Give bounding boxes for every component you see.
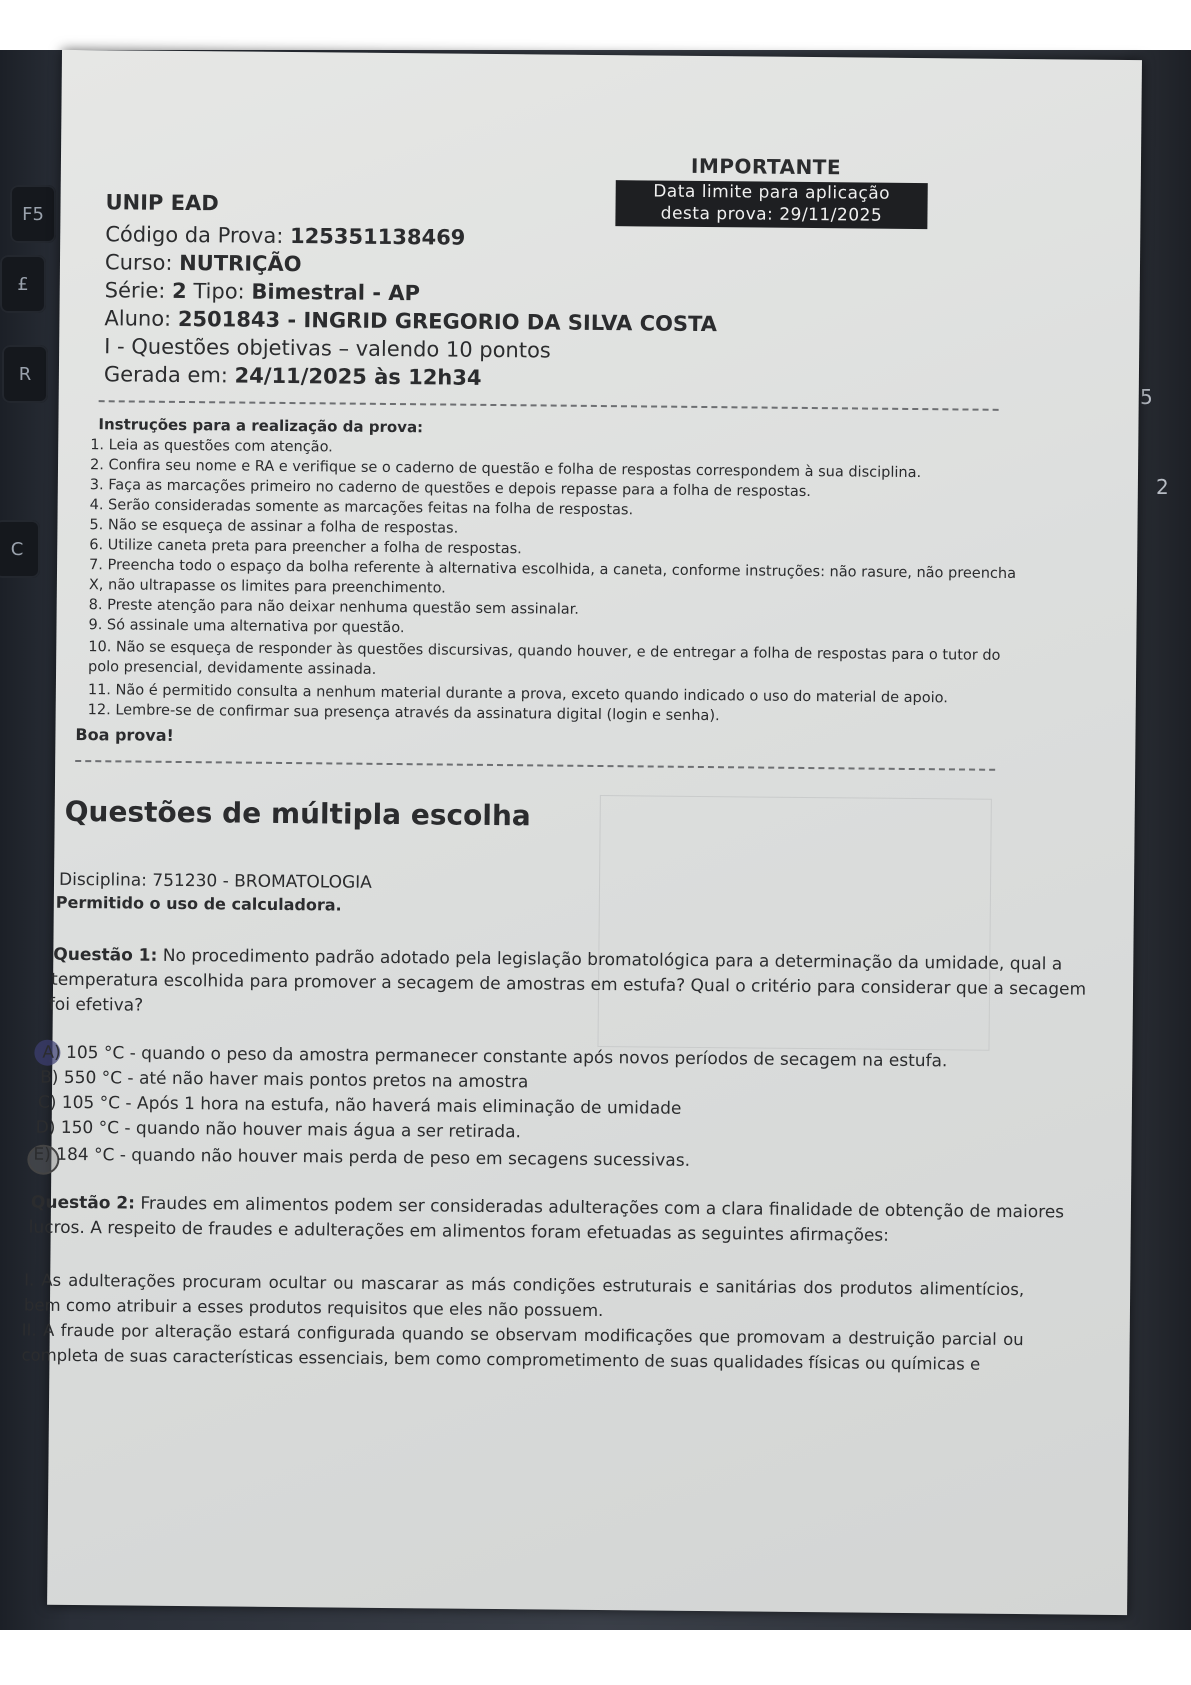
institution-name: UNIP EAD [105,190,219,216]
deadline-box [615,180,927,229]
key-f5 [10,185,56,243]
instruction-item: 8. Preste atenção para não deixar nenhuma questão sem assinalar. [88,597,580,618]
course-value: NUTRIÇÃO [179,250,302,277]
course-label: Curso: [104,250,173,275]
key-r-label: R [18,363,32,385]
series-label: Série: [104,278,166,303]
key-c-label: C [10,538,24,560]
section-title: Questões de múltipla escolha [64,794,531,833]
course [105,250,302,276]
type-label: Tipo: [193,279,245,304]
divider-bottom [75,760,995,771]
instruction-item: 10. Não se esqueça de responder às questões discursivas, quando houver, e de entregar a folha de respostas para o tutor do [88,639,1001,664]
generated-at [104,362,482,390]
question-1-option-e[interactable]: E) 184 °C - quando não houver mais perda de peso em secagens sucessivas. [33,1144,691,1171]
question-1-line-2: temperatura escolhida para promover a secagem de amostras em estufa? Qual o critério para considerar que a secagem [51,969,1087,1000]
instruction-item: 2. Confira seu nome e RA e verifique se o caderno de questão e folha de respostas correspondem à sua disciplina. [89,457,922,482]
instruction-item: 7. Preencha todo o espaço da bolha referente à alternativa escolhida, a caneta, conforme instruções: não rasure, não preencha [89,557,1017,582]
deadline-line-1: Data limite para aplicação [653,181,891,204]
generated-value: 24/11/2025 às 12h34 [234,363,482,390]
question-2-line-1 [31,1193,1064,1223]
key-c [0,520,40,578]
right-edge-two: 2 [1156,475,1169,499]
student-label: Aluno: [104,306,172,331]
instruction-item: 1. Leia as questões com atenção. [90,437,333,456]
series-type [105,278,420,305]
exam-code [105,222,465,249]
show-through-table [597,795,991,1051]
instruction-item: 11. Não é permitido consulta a nenhum material durante a prova, exceto quando indicado o uso do material de apoio. [87,682,948,707]
divider-top [99,400,999,411]
instruction-item: 6. Utilize caneta preta para preencher a folha de respostas. [89,537,522,558]
generated-label: Gerada em: [103,362,229,388]
instruction-item: 4. Serão consideradas somente as marcações feitas na folha de respostas. [89,497,634,519]
key-f5-label: F5 [22,203,44,225]
question-1-line-3: foi efetiva? [48,994,144,1016]
instructions-title: Instruções para a realização da prova: [98,415,424,437]
right-edge-five: 5 [1140,385,1153,409]
question-2-statement-1: I. As adulterações procuram ocultar ou mascarar as más condições estruturais e sanitárias dos produtos alimentícios, bem como atribuir a esses produtos requisitos que eles não possuem. [23,1270,1025,1321]
instruction-item: 3. Faça as marcações primeiro no caderno de questões e depois repasse para a folha de respostas. [89,477,812,501]
discipline: Disciplina: 751230 - BROMATOLOGIA [58,869,372,893]
question-1-option-b[interactable]: B) 550 °C - até não haver mais pontos pretos na amostra [40,1067,529,1093]
important-label: IMPORTANTE [690,153,842,180]
exam-code-label: Código da Prova: [105,222,284,248]
instruction-item: 9. Só assinale uma alternativa por questão. [88,617,405,637]
instruction-item: 12. Lembre-se de confirmar sua presença através da assinatura digital (login e senha). [87,702,720,725]
question-2-line-2: lucros. A respeito de fraudes e adulterações em alimentos foram efetuadas as seguintes afirmações: [28,1217,890,1246]
type-value: Bimestral - AP [251,279,421,306]
question-2-text-1: Fraudes em alimentos podem ser consideradas adulterações com a clara finalidade de obtenção de maiores [140,1193,1065,1223]
key-pound [0,255,46,313]
question-1-option-d[interactable]: D) 150 °C - quando não houver mais água a ser retirada. [35,1117,522,1143]
series-value: 2 [172,278,187,304]
key-r [2,345,48,403]
instruction-item: polo presencial, devidamente assinada. [88,659,377,678]
instruction-item: 5. Não se esqueça de assinar a folha de respostas. [89,517,459,537]
deadline-line-2: desta prova: 29/11/2025 [660,203,883,226]
section-heading: I - Questões objetivas – valendo 10 pontos [104,334,551,363]
calculator-note: Permitido o uso de calculadora. [55,892,342,915]
exam-code-value: 125351138469 [289,224,466,250]
question-1-option-c[interactable]: C) 105 °C - Após 1 hora na estufa, não haverá mais eliminação de umidade [37,1092,682,1119]
key-pound-label: £ [17,273,29,295]
question-1-label: Questão 1: [53,944,158,966]
question-2-label: Questão 2: [30,1192,136,1214]
closing-message: Boa prova! [75,724,174,745]
student-value: 2501843 - INGRID GREGORIO DA SILVA COSTA [177,306,718,337]
instruction-item: X, não ultrapasse os limites para preenchimento. [88,577,446,597]
question-1-text-1: No procedimento padrão adotado pela legislação bromatológica para a determinação da umidade, qual a [162,945,1063,975]
question-2-statement-2: II. A fraude por alteração estará configurada quando se observam modificações que promovam a destruição parcial ou completa de suas características essenciais, bem como comprometimento de suas qualidades físicas ou químicas e [21,1320,1024,1374]
student [104,306,717,336]
question-1-option-a[interactable]: A) 105 °C - quando o peso da amostra permanecer constante após novos períodos de secagem na estufa. [42,1042,948,1072]
